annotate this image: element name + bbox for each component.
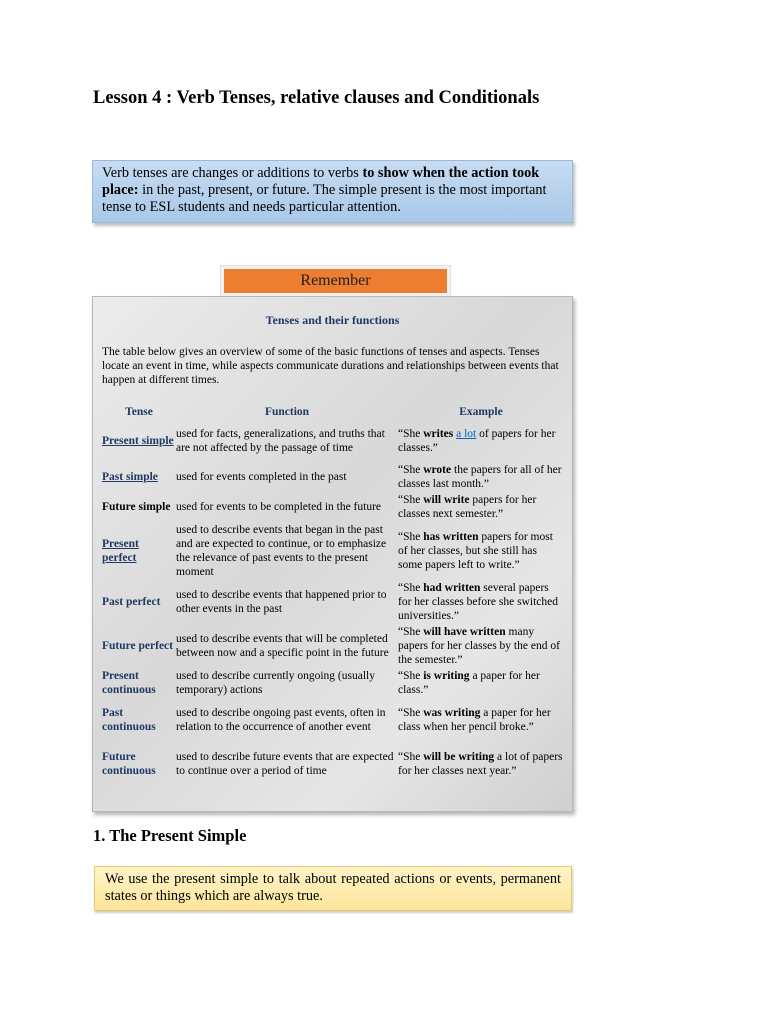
example-text: a paper for her class when her pencil broke.” <box>398 707 551 733</box>
example-text: “She <box>398 531 424 543</box>
table-header-row <box>102 403 564 420</box>
example-verb: will write <box>423 494 470 506</box>
example-text: the papers for all of her classes last month.” <box>398 464 562 490</box>
example-text: of papers for her classes.” <box>398 428 556 454</box>
example-text: “She <box>398 464 424 476</box>
tense-link[interactable]: Present simple <box>102 435 174 447</box>
function-cell: used for events completed in the past <box>176 471 347 483</box>
example-verb: has written <box>423 531 479 543</box>
table-row <box>102 580 564 624</box>
section-title-present-simple: 1. The Present Simple <box>93 826 247 845</box>
example-cell <box>398 698 564 742</box>
function-cell: used for events to be completed in the future <box>176 501 382 513</box>
function-cell: used to describe ongoing past events, often in relation to the occurrence of another event <box>176 707 386 733</box>
column-header-function: Function <box>264 405 310 418</box>
example-cell <box>398 462 564 492</box>
table-row <box>102 492 564 522</box>
tense-link[interactable]: Present perfect <box>102 538 139 564</box>
table-row <box>102 668 564 698</box>
column-header-tense: Tense <box>125 405 153 418</box>
example-text: papers for most of her classes, but she still has some papers left to write.” <box>398 531 553 571</box>
tenses-box <box>92 296 573 812</box>
example-text: many papers for her classes by the end of the semester.” <box>398 626 560 666</box>
example-text: a paper for her class.” <box>398 670 540 696</box>
tenses-table <box>102 403 564 786</box>
example-link[interactable]: a lot <box>456 428 477 440</box>
tenses-box-description: The table below gives an overview of some of the basic functions of tenses and aspects. Tenses locate an event in time, while aspects communicate durations and relationships between events that happen at different times. <box>102 346 559 386</box>
function-cell: used to describe events that happened prior to other events in the past <box>176 589 387 615</box>
example-text: “She <box>398 494 424 506</box>
tense-label: Past perfect <box>102 596 161 608</box>
lesson-title: Lesson 4 : Verb Tenses, relative clauses and Conditionals <box>93 88 540 108</box>
intro-text-bold: to show when the action took place: <box>102 165 540 198</box>
table-row <box>102 742 564 786</box>
intro-text-before: Verb tenses are changes or additions to verbs <box>102 165 363 181</box>
example-cell <box>398 420 564 462</box>
example-cell <box>398 668 564 698</box>
example-cell <box>398 624 564 668</box>
example-verb: is writing <box>423 670 470 682</box>
example-verb: wrote <box>423 464 452 476</box>
example-text: “She <box>398 626 424 638</box>
table-row <box>102 420 564 462</box>
example-text: “She <box>398 751 424 763</box>
example-text: “She <box>398 582 424 594</box>
example-text: “She <box>398 707 424 719</box>
table-row <box>102 462 564 492</box>
example-text: a lot of papers for her classes next year.” <box>398 751 563 777</box>
tense-label: Past continuous <box>102 707 156 733</box>
example-cell <box>398 522 564 580</box>
example-cell <box>398 742 564 786</box>
example-cell <box>398 492 564 522</box>
example-verb: had written <box>423 582 481 594</box>
column-header-example: Example <box>459 405 503 418</box>
intro-box <box>92 160 573 223</box>
table-row <box>102 624 564 668</box>
function-cell: used for facts, generalizations, and truths that are not affected by the passage of time <box>176 428 385 454</box>
example-text: “She <box>398 670 424 682</box>
function-cell: used to describe events that began in the past and are expected to continue, or to emphasize the relevance of past events to the present moment <box>176 524 387 578</box>
function-cell: used to describe events that will be completed between now and a specific point in the future <box>176 633 389 659</box>
example-text: several papers for her classes before she switched universities.” <box>398 582 558 622</box>
function-cell: used to describe future events that are expected to continue over a period of time <box>176 751 394 777</box>
example-text: papers for her classes next semester.” <box>398 494 537 520</box>
tense-label: Future perfect <box>102 640 173 652</box>
example-verb: was writing <box>423 707 481 719</box>
remember-label: Remember <box>224 269 447 293</box>
tenses-box-heading: Tenses and their functions <box>265 313 400 327</box>
example-verb: writes <box>423 428 454 440</box>
table-row <box>102 522 564 580</box>
example-verb: will have written <box>423 626 506 638</box>
tense-link[interactable]: Past simple <box>102 471 158 483</box>
example-verb: will be writing <box>423 751 495 763</box>
function-cell: used to describe currently ongoing (usually temporary) actions <box>176 670 375 696</box>
tense-label: Future continuous <box>102 751 156 777</box>
table-row <box>102 698 564 742</box>
tense-label: Present continuous <box>102 670 156 696</box>
example-text: “She <box>398 428 424 440</box>
tense-label: Future simple <box>102 501 171 513</box>
present-simple-box: We use the present simple to talk about repeated actions or events, permanent states or things which are always true. <box>94 866 572 911</box>
intro-text-after: in the past, present, or future. The simple present is the most important tense to ESL students and needs particular attention. <box>102 182 547 215</box>
example-cell <box>398 580 564 624</box>
